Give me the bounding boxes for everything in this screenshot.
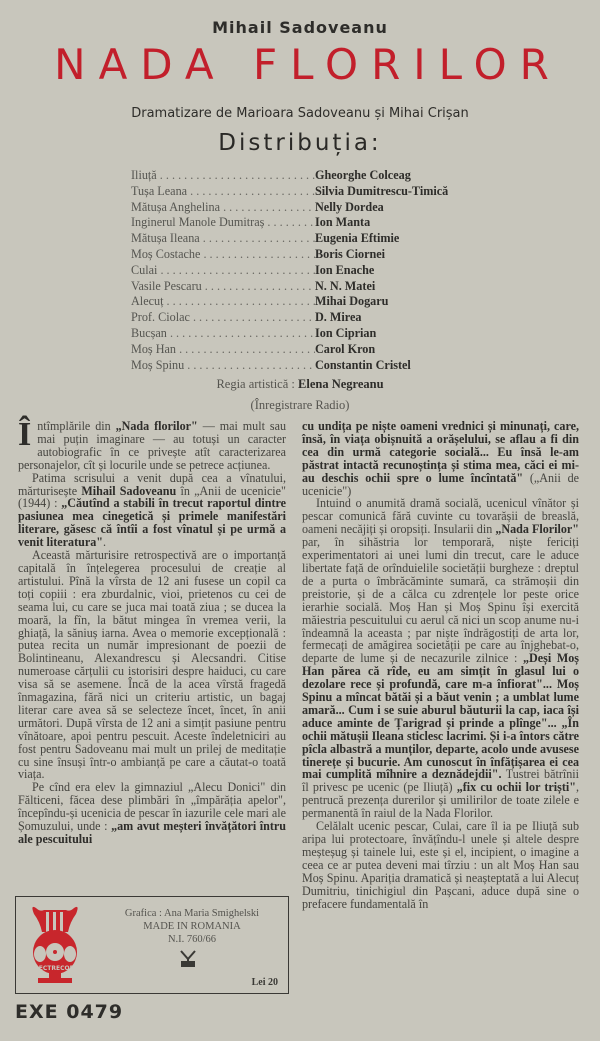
paragraph [302, 497, 579, 820]
bold-quote: „Căutînd a stabili în trecut raportul dintre pasiunea mea cinegetică și primele manifestări literare, găsesc că întîi a fost vînatul și pe urmă a venit literatura" [18, 496, 286, 550]
price: Lei 20 [251, 977, 278, 988]
director-name: Elena Negreanu [298, 377, 384, 391]
norm-number: N.I. 760/66 [167, 934, 217, 945]
bold-quote: Mihail Sadoveanu [81, 483, 177, 498]
direction-label: Regia artistică : [216, 377, 295, 391]
recording-note: (Înregistrare Radio) [250, 398, 350, 412]
cast-row [131, 358, 476, 374]
bold-quote: cu undița pe niște oameni vrednici și minunați, care, însă, în viața obișnuită a orășelului, se aflau a fi din cea din urmă categorie socială... Eu însă le-am păstrat intactă recunoștința și stima mea, căci ei mi-au deschis ochii spre o lume încîntată" [302, 419, 579, 485]
role-name: Alecuț . . . [131, 294, 315, 310]
cast-row [131, 310, 476, 326]
text-segment: Celălalt ucenic pescar, Culai, care îl ia pe Iliuță sub aripa lui protectoare, învățîndu-l unele și altele despre meșteșug și tainele lui, este și el, incipient, o imagine a ceea ce ar putea deveni mai tîrziu : un alt Moș Han sau Moș Spinu. Apariția dramatică și neașteptată a lui Alecuț Dumitriu, tinichigiul din Pașcani, aduce după sine o prefacere fundamentală în [302, 819, 579, 911]
role-name: Mătușa Ileana . . . [131, 231, 315, 247]
text-segment: în „Anii de ucenicie" (1944) : [18, 483, 286, 511]
svg-text:ELECTRECORD: ELECTRECORD [30, 965, 80, 972]
actor-name: Constantin Cristel [315, 357, 411, 372]
role-name: Vasile Pescaru . . . [131, 279, 315, 295]
cast-row [131, 168, 476, 184]
actor-name: D. Mirea [315, 310, 362, 325]
role-name: Iliuță . . . [131, 168, 315, 184]
quality-mark-icon [178, 949, 198, 969]
graphics-credit: Grafica : Ana Maria Smighelski [124, 908, 260, 919]
paragraph [18, 416, 286, 472]
text-segment: ntîmplările din [37, 419, 116, 433]
role-name: Inginerul Manole Dumitraș . . . [131, 215, 315, 231]
paragraph [302, 420, 579, 497]
direction-credit [0, 377, 600, 392]
liner-notes-left-column [18, 416, 286, 846]
bold-quote: „am avut meșteri învățători întru ale pescuitului [18, 819, 286, 846]
text-segment: Această mărturisire retrospectivă are o importanță capitală în înțelegerea procesului de creație al artistului. Pînă la vîrsta de 12 ani fusese un copil ca toți copiii : era zburdalnic, vioi, prietenos cu cei de seama lui, cu care se juca mai toată ziua ; se ducea la moară, la fîn, la bătut mingea în vremea verii, la ghiață, la săniuș iarna. Avea o memorie excepțională : putea recita un număr impresionant de poezii de Bolintineanu, Alexandrescu și Alecsandri. Citise numeroase cărțulii cu istorisiri despre haiduci, cu care visa să se asemene. Încă de la acea vîrstă fragedă înmagazina, fără nici un criteriu artistic, un bagaj literar care avea să se selecteze încet, încet, în anii următori. După vîrsta de 12 ani a simțit pasiune pentru vînătoare, apoi pentru pescuit. Aceste îndeletniciri au fost pentru Sadoveanu mai mult un prilej de meditație cu sine însuși într-o ambianță pe care a căutat-o toată viața. [18, 548, 286, 782]
actor-name: Silvia Dumitrescu-Timică [315, 183, 449, 198]
role-name: Tușa Leana . . . [131, 184, 315, 200]
cast-row [131, 263, 476, 279]
drop-cap: Î [18, 416, 32, 453]
text-segment: , pentrucă prezența durerilor și umilirilor de toate zilele e permanentă în raiul de la Nada Florilor. [302, 780, 579, 821]
cast-row [131, 231, 476, 247]
credits [106, 907, 278, 946]
actor-name: Boris Ciornei [315, 246, 386, 261]
actor-name: Mihai Dogaru [315, 294, 389, 309]
role-name: Prof. Ciolac . . . [131, 310, 315, 326]
cast-row [131, 342, 476, 358]
actor-name: Gheorghe Colceag [315, 168, 411, 182]
paragraph [302, 820, 579, 910]
liner-notes-right-column [302, 420, 579, 910]
paragraph [18, 472, 286, 549]
label-info-box [15, 896, 289, 994]
actor-name: Carol Kron [315, 341, 376, 356]
text-segment: Patima scrisului a venit după cea a vînatului, mărturisește [18, 470, 286, 498]
cast-row [131, 184, 476, 200]
text-segment: . [102, 535, 106, 550]
role-name: Moș Costache . . . [131, 247, 315, 263]
text-segment: Intuind o anumită dramă socială, ucenicul vînător și pescar comunică fără cuvinte cu tovarășii de breaslă, oameni necăjiți și oropsiți. Insularii din [302, 496, 579, 537]
catalog-number: EXE 0479 [15, 1001, 124, 1023]
role-name: Moș Spinu . . . [131, 358, 315, 374]
cast-list [131, 168, 476, 373]
bold-quote: „Nada florilor" [115, 419, 198, 433]
paragraph [18, 549, 286, 781]
role-name: Culai . . . [131, 263, 315, 279]
origin-text: MADE IN ROMANIA [143, 921, 241, 932]
role-name: Mătușa Anghelina . . . [131, 200, 315, 216]
bold-quote: „fix cu ochii lor triști" [456, 780, 576, 795]
cast-row [131, 247, 476, 263]
actor-name: N. N. Matei [315, 278, 376, 293]
actor-name: Ion Manta [315, 215, 371, 230]
cast-row [131, 326, 476, 342]
bold-quote: „Deși Moș Han părea că rîde, eu am simțit în glasul lui o dezolare rece și profundă, care m-a înfiorat"... Moș Spinu a mîncat bătăi și a băut venin ; a umblat lume amară... Cum i se suie aburul băuturii la cap, iaca își aduce aminte de Țarigrad și prinde a plînge"... „În ochii mătușii Ileana sticlesc lacrimi. Și i-a întors către pîcla albastră a munților, departe, acolo unde avusese tinerețe și bucurie. Am cunoscut în înfățișarea ei cea mai cumplită mîhnire a deznădejdii". [302, 651, 579, 782]
cast-row [131, 215, 476, 231]
paragraph [18, 781, 286, 846]
author-name: Mihail Sadoveanu [212, 18, 388, 37]
cast-row [131, 279, 476, 295]
actor-name: Nelly Dordea [315, 199, 384, 214]
cast-row [131, 200, 476, 216]
text-segment: par, în sihăstria lor temporară, niște fericiți experimentatori ai unei lumi din trecut, care le aduce libertate față de orînduielile societății burgheze : dreptul de a purta o îmbrăcăminte sumară, ca strămoșii din preistorie, și de a călca cu zdrențele lor peste orice ierarhie socială. Moș Han și Moș Spinu își exercită măiestria pescuitului cu aerul că nici un scop anume nu-i îndeamnă la aceasta ; par niște îndrăgostiți de arta lor, fermecați de amăgirea societății pe care au înjghebat-o, departe de lume și de necazurile zilnice : [302, 535, 579, 666]
play-title: NADA FLORILOR [54, 40, 562, 89]
role-name: Bucșan . . . [131, 326, 315, 342]
electrecord-lyre-logo-icon [26, 902, 84, 986]
role-name: Moș Han . . . [131, 342, 315, 358]
cast-heading: Distribuția: [218, 130, 382, 156]
actor-name: Ion Ciprian [315, 325, 377, 340]
text-segment: („Anii de ucenicie") [302, 470, 579, 498]
text-segment: Tustrei bătrînii îl privesc pe ucenic (pe Iliuță) [302, 767, 579, 795]
text-segment: Pe cînd era elev la gimnaziul „Alecu Donici" din Fălticeni, făcea dese plimbări în „împărăția apelor", începîndu-și ucenicia de pescar în iazurile cele mari ale Șomuzului, unde : [18, 780, 286, 834]
actor-name: Eugenia Eftimie [315, 231, 400, 246]
dramatization-credit: Dramatizare de Marioara Sadoveanu și Mihai Crișan [131, 106, 469, 121]
cast-row [131, 294, 476, 310]
actor-name: Ion Enache [315, 262, 375, 277]
text-segment: — mai mult sau mai puțin imaginare — au totuși un caracter autobiografic în ce privește atît caracterizarea personajelor, cît și locurile unde se petrece acțiunea. [18, 419, 286, 472]
bold-quote: „Nada Florilor" [495, 522, 579, 537]
